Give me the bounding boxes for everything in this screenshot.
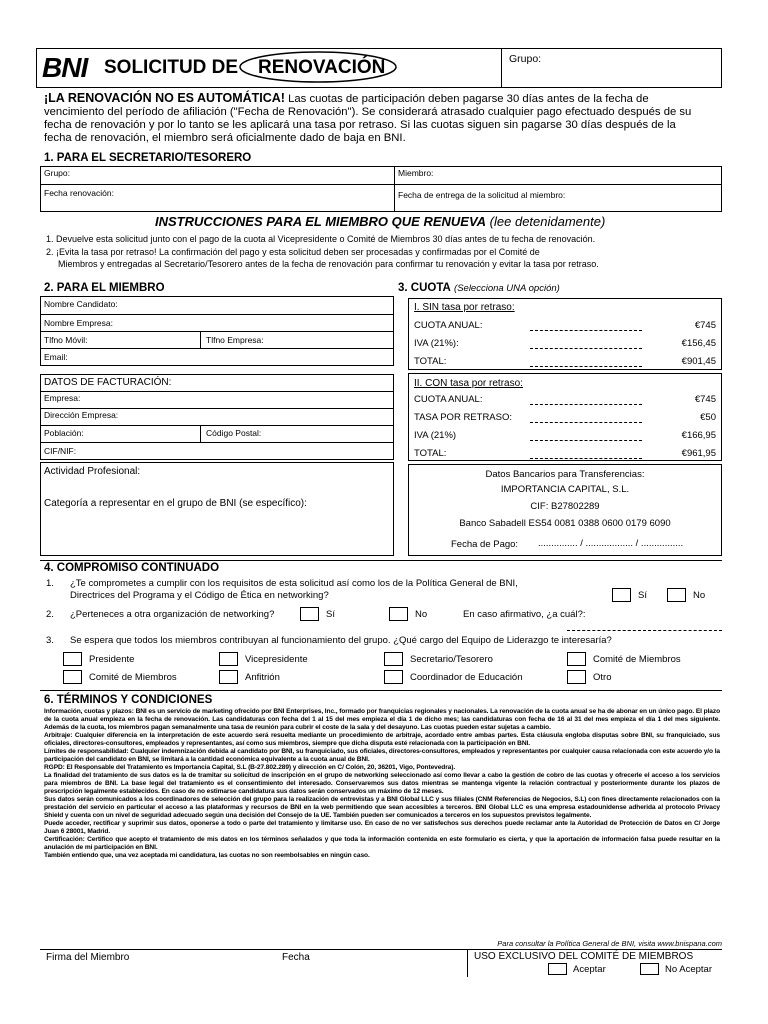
header-divider	[501, 48, 502, 88]
q2-cual-label: En caso afirmativo, ¿a cuál?:	[463, 609, 586, 620]
tlfno-movil-label: Tlfno Móvil:	[44, 335, 88, 345]
terms-paragraph: Información, cuotas y plazos: BNI es un servicio de marketing ofrecido por BNI Enterprises, Inc., formado por franquicias regionales y nacionales. La renovación de la cuota anual se ha de abonar en un único pago. El plazo de la cuota anual empieza en la fecha de renovación. Las candidaturas con fecha del 1 al 15 del mes empieza el día 1 de dicho mes; las candidaturas con fecha de 16 al 31 del mes empieza el día 1 del mes siguiente. Además de la cuota, los miembros pagan semanalmente una tasa de reunión para cubrir el coste de la sala y del desayuno. Las cuotas pueden estar sujetas a cambio.	[44, 708, 720, 731]
direccion-empresa-label: Dirección Empresa:	[44, 410, 119, 420]
opt2-row-value: €50	[700, 412, 716, 423]
q2-cual-line[interactable]	[567, 630, 722, 631]
intro-text	[44, 92, 724, 145]
role-checkbox[interactable]	[567, 652, 586, 666]
section6-top-line	[40, 690, 722, 691]
s2-bhline2	[40, 408, 394, 409]
opt2-row-value: €961,95	[681, 448, 716, 459]
aceptar-checkbox[interactable]	[548, 963, 567, 975]
terms-paragraph: RGPD: El Responsable del Tratamiento es Importancia Capital, S.L (B-27.802.289) y dirección en C/ Colón, 20, 36201, Vigo, Pontevedra).	[44, 764, 456, 771]
datos-facturacion-label: DATOS DE FACTURACIÓN:	[44, 377, 172, 388]
opt1-row-label: CUOTA ANUAL:	[414, 320, 483, 331]
cif-label: CIF/NIF:	[44, 446, 77, 456]
role-label: Otro	[593, 672, 612, 683]
s2-hline2	[40, 331, 394, 332]
opt1-row-line	[530, 330, 642, 331]
footer-vline	[467, 949, 468, 977]
q3-text: Se espera que todos los miembros contribuyan al funcionamiento del grupo. ¿Qué cargo del Equipo de Liderazgo te interesaría?	[70, 635, 612, 646]
no-aceptar-checkbox[interactable]	[640, 963, 659, 975]
role-label: Comité de Miembros	[593, 654, 681, 665]
s1-fecha-entrega-label: Fecha de entrega de la solicitud al miembro:	[398, 190, 566, 200]
no-aceptar-label: No Aceptar	[665, 964, 712, 975]
q2-text: ¿Perteneces a otra organización de networking?	[70, 609, 275, 620]
opt2-row-label: IVA (21%)	[414, 430, 457, 441]
terms-paragraph: Puede acceder, rectificar y suprimir sus datos, oponerse a todo o parte del tratamiento y limitarse uso. En caso de no ver satisfechos sus derechos puede reclamar ante la Autoridad de Protección de Datos en C/ Jorge Juan 6 28001, Madrid.	[44, 820, 720, 835]
bank-title: Datos Bancarios para Transferencias:	[485, 469, 645, 480]
role-label: Coordinador de Educación	[410, 672, 523, 683]
aceptar-label: Aceptar	[573, 964, 606, 975]
role-checkbox[interactable]	[63, 670, 82, 684]
fecha-pago-blank[interactable]: ............... / .................. / ................	[538, 538, 684, 549]
instructions-item1: 1. Devuelve esta solicitud junto con el pago de la cuota al Vicepresidente o Comité de Miembros 30 días antes de tu fecha de renovación.	[46, 234, 596, 244]
s2-bhline1	[40, 391, 394, 392]
actividad-label: Actividad Profesional:	[44, 466, 141, 477]
opt1-row-value: €901,45	[681, 356, 716, 367]
instructions-title	[155, 214, 605, 229]
intro-line1: Las cuotas de participación deben pagarse 30 días antes de la fecha de	[288, 93, 649, 105]
q1-si-checkbox[interactable]	[612, 588, 631, 602]
footer-line	[40, 949, 722, 950]
nombre-candidato-label: Nombre Candidato:	[44, 299, 118, 309]
uso-exclusivo-label: USO EXCLUSIVO DEL COMITÉ DE MIEMBROS	[474, 951, 694, 962]
q1-num: 1.	[46, 578, 54, 589]
terms-paragraph: Certificación: Certifico que acepto el tratamiento de mis datos en los términos señalados y que toda la información contenida en este formulario es cierta, y que la aportación de información falsa puede resultar en la anulación de mi participación en BNI.	[44, 836, 720, 851]
terms-paragraph: También entiendo que, una vez aceptada mi candidatura, las cuotas no son reembolsables en ningún caso.	[44, 852, 370, 859]
section4-title: 4. COMPROMISO CONTINUADO	[44, 562, 220, 574]
role-label: Anfitrión	[245, 672, 280, 683]
opt1-row-line	[530, 348, 642, 349]
bank-account: Banco Sabadell ES54 0081 0388 0600 0179 6090	[459, 518, 671, 529]
s1-miembro-label: Miembro:	[398, 168, 434, 178]
s1-fecha-renovacion-label: Fecha renovación:	[44, 188, 114, 198]
role-label: Comité de Miembros	[89, 672, 177, 683]
section3-title	[398, 282, 560, 294]
q1-line2: Directrices del Programa y el Código de Ética en networking?	[70, 590, 329, 601]
section1-vline	[394, 166, 395, 212]
opt2-row-line	[530, 404, 642, 405]
section2-title: 2. PARA EL MIEMBRO	[44, 282, 165, 294]
opt2-row-label: CUOTA ANUAL:	[414, 394, 483, 405]
bni-logo: BNI	[42, 52, 88, 83]
q2-no-label: No	[415, 609, 428, 620]
role-label: Vicepresidente	[245, 654, 308, 665]
opt2-row-line	[530, 422, 642, 423]
fecha-pago-label: Fecha de Pago:	[451, 539, 519, 550]
opt1-row-label: IVA (21%):	[414, 338, 459, 349]
intro-line2: vencimiento del período de afiliación ("Fecha de Renovación"). Se considerará atrasado cualquier pago efectuado después de su	[44, 106, 692, 118]
role-label: Secretario/Tesorero	[410, 654, 493, 665]
q1-no-checkbox[interactable]	[667, 588, 686, 602]
role-checkbox[interactable]	[219, 652, 238, 666]
s2-bhline3	[40, 425, 394, 426]
role-checkbox[interactable]	[384, 652, 403, 666]
option2-title: II. CON tasa por retraso:	[414, 378, 523, 389]
terms-paragraph: La finalidad del tratamiento de sus datos es la de tramitar su solicitud de inscripción en el grupo de networking seleccionado así como llevar a cabo la gestión de cobro de las cuotas y ofrecerle el acceso a los servicios para miembros de BNI. La base legal del tratamiento es el consentimiento del interesado. Conservaremos sus datos mientras se mantenga vigente la relación contractual y posteriormente durante los plazos de prescripción legalmente establecidos. En caso de no estimarse candidatura sus datos serán conservados un máximo de 12 meses.	[44, 772, 720, 795]
form-title-part1: SOLICITUD DE	[104, 57, 239, 78]
s2-bhline4	[40, 442, 394, 443]
opt1-row-label: TOTAL:	[414, 356, 447, 367]
role-label: Presidente	[89, 654, 135, 665]
nombre-empresa-label: Nombre Empresa:	[44, 318, 113, 328]
role-checkbox[interactable]	[63, 652, 82, 666]
group-label: Grupo:	[509, 53, 542, 65]
opt2-row-line	[530, 440, 642, 441]
section6-title: 6. TÉRMINOS Y CONDICIONES	[44, 694, 213, 706]
email-label: Email:	[44, 352, 68, 362]
form-title-part2: RENOVACIÓN	[258, 57, 386, 78]
bank-cif: CIF: B27802289	[530, 501, 600, 512]
intro-bold: ¡LA RENOVACIÓN NO ES AUTOMÁTICA!	[44, 91, 285, 105]
section1-title: 1. PARA EL SECRETARIO/TESORERO	[44, 152, 252, 164]
terms-paragraph: Sus datos serán comunicados a los coordinadores de selección del grupo para la realización de entrevistas y a BNI Global LLC y sus filiales (CNM Referencias de Negocios, S.L) con fines directamente relacionados con la prestación del servicio en particular el acceso a las plataformas y recursos de BNI en la web permitiendo que sean accesibles a terceros. BNI Global LLC es una empresa estadounidense adherida al protocolo Privacy Shield y cuenta con un nivel de seguridad adecuado según una decisión del Consejo de la UE. También pueden ser comunicados a terceros en los supuestos previstos legalmente.	[44, 796, 720, 819]
opt2-row-value: €745	[694, 394, 716, 405]
role-checkbox[interactable]	[384, 670, 403, 684]
opt1-row-value: €156,45	[681, 338, 716, 349]
s1-grupo-label: Grupo:	[44, 168, 70, 178]
categoria-label: Categoría a representar en el grupo de BNI (se específico):	[44, 498, 307, 509]
q1-line1: ¿Te comprometes a cumplir con los requisitos de esta solicitud así como los de la Política General de BNI,	[70, 578, 518, 589]
fecha-label[interactable]: Fecha	[282, 952, 310, 963]
codigo-postal-label: Código Postal:	[206, 428, 262, 438]
opt1-row-line	[530, 366, 642, 367]
section1-box	[40, 166, 722, 212]
section1-hline	[40, 184, 722, 185]
q1-si-label: Sí	[638, 590, 647, 601]
instructions-title-note: (lee detenidamente)	[489, 214, 606, 229]
role-checkbox[interactable]	[219, 670, 238, 684]
option1-title: I. SIN tasa por retraso:	[414, 302, 515, 313]
opt2-row-label: TOTAL:	[414, 448, 447, 459]
terms-paragraph: Límites de responsabilidad: Cualquier indemnización debida al candidato por BNI, su franquiciado, sus oficiales, directores-consultores, empleados y representantes por cualquier causa relacionada con este acuerdo y/o la participación del candidato en BNI, se limitará a la cantidad económica equivalente a la cuota anual de BNI.	[44, 748, 720, 763]
q2-no-checkbox[interactable]	[389, 607, 408, 621]
terms-text	[44, 708, 720, 860]
section4-top-line	[40, 560, 722, 561]
opt2-row-label: TASA POR RETRASO:	[414, 412, 513, 423]
instructions-item2b: Miembros y entregadas al Secretario/Tesorero antes de la fecha de renovación para confirmar tu renovación y evitar la tasa por retraso.	[58, 259, 599, 269]
intro-line3: fecha de renovación y por lo tanto se les aplicará una tasa por retraso. Si las cuotas siguen sin pagarse 30 días después de la	[44, 119, 676, 131]
policy-note: Para consultar la Política General de BNI, visita www.bnispana.com	[497, 939, 722, 948]
opt1-row-value: €745	[694, 320, 716, 331]
s2-hline1	[40, 314, 394, 315]
role-checkbox[interactable]	[567, 670, 586, 684]
section3-title-main: 3. CUOTA	[398, 282, 451, 294]
tlfno-empresa-label: Tlfno Empresa:	[206, 335, 264, 345]
instructions-list	[46, 233, 599, 271]
empresa-label: Empresa:	[44, 393, 81, 403]
section3-title-note: (Selecciona UNA opción)	[454, 283, 560, 294]
terms-paragraph: Arbitraje: Cualquier diferencia en la interpretación de este acuerdo será resuelta mediante un procedimiento de arbitraje, acordado entre ambas partes. Esta cláusula engloba disputas sobre BNI, su franquiciado, sus oficiales, directores-consultores, empleados y representantes, así como sus miembros, siempre que dicha disputa esté relacionada con la participación en BNI.	[44, 732, 720, 747]
s2-bvline1	[200, 425, 201, 442]
q3-num: 3.	[46, 635, 54, 646]
instructions-title-main: INSTRUCCIONES PARA EL MIEMBRO QUE RENUEVA	[155, 214, 487, 229]
q2-si-label: Sí	[326, 609, 335, 620]
instructions-item2a: 2. ¡Evita la tasa por retraso! La confirmación del pago y esta solicitud deben ser procesadas y confirmadas por el Comité de	[46, 246, 540, 257]
q1-no-label: No	[693, 590, 706, 601]
s2-hline3	[40, 348, 394, 349]
bank-name: IMPORTANCIA CAPITAL, S.L.	[500, 484, 630, 495]
s2-vline1	[200, 331, 201, 348]
poblacion-label: Población:	[44, 428, 84, 438]
q2-num: 2.	[46, 609, 54, 620]
opt2-row-line	[530, 458, 642, 459]
intro-line4: fecha de renovación, el miembro será oficialmente dado de baja en BNI.	[44, 132, 406, 144]
firma-label[interactable]: Firma del Miembro	[46, 952, 130, 963]
q2-si-checkbox[interactable]	[300, 607, 319, 621]
opt2-row-value: €166,95	[681, 430, 716, 441]
